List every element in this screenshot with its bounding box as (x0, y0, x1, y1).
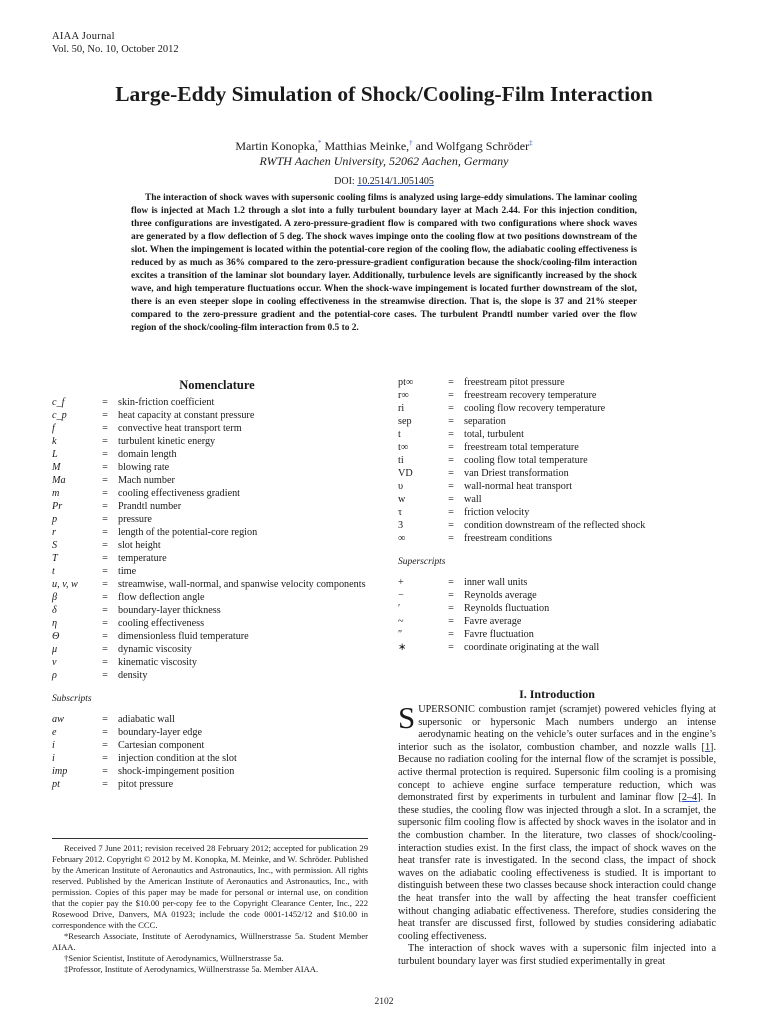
author-list (0, 136, 768, 154)
nomenclature-symbol: f (52, 423, 55, 434)
subscript-row (398, 389, 716, 402)
nomenclature-row (52, 500, 382, 513)
doi-link[interactable]: 10.2514/1.J051405 (357, 176, 434, 187)
nomenclature-symbol: τ (398, 507, 403, 518)
nomenclature-definition: density (118, 670, 148, 681)
nomenclature-definition: Favre fluctuation (464, 629, 534, 640)
nomenclature-symbol: Pr (52, 501, 63, 512)
equals-sign: = (102, 488, 108, 499)
subscripts-heading: Subscripts (52, 694, 92, 704)
equals-sign: = (102, 566, 108, 577)
nomenclature-row (52, 604, 382, 617)
subscript-row (52, 778, 382, 791)
nomenclature-definition: cooling effectiveness gradient (118, 488, 241, 499)
nomenclature-row (52, 565, 382, 578)
nomenclature-definition: freestream recovery temperature (464, 390, 597, 401)
nomenclature-symbol: Ma (52, 475, 66, 486)
equals-sign: = (448, 533, 454, 544)
nomenclature-row (52, 487, 382, 500)
superscript-row (398, 628, 716, 641)
equals-sign: = (448, 377, 454, 388)
subscript-row (52, 739, 382, 752)
nomenclature-symbol: Θ (52, 631, 60, 642)
author-3: and Wolfgang Schröder (412, 139, 530, 153)
subscript-row (398, 428, 716, 441)
author-1-footnote-mark[interactable]: * (318, 139, 322, 147)
nomenclature-definition: Mach number (118, 475, 175, 486)
equals-sign: = (448, 468, 454, 479)
nomenclature-definition: flow deflection angle (118, 592, 205, 603)
nomenclature-row (52, 617, 382, 630)
doi-label: DOI: (334, 176, 358, 187)
nomenclature-row (52, 578, 382, 591)
nomenclature-definition: injection condition at the slot (118, 753, 237, 764)
subscript-list-right (398, 376, 716, 545)
nomenclature-definition: shock-impingement position (118, 766, 235, 777)
nomenclature-definition: Cartesian component (118, 740, 205, 751)
introduction-paragraph-2: The interaction of shock waves with a supersonic film injected into a turbulent boundary layer was first studied experimentally in great (398, 943, 716, 967)
nomenclature-symbol: r∞ (398, 390, 409, 401)
nomenclature-row (52, 396, 382, 409)
nomenclature-symbol-list (52, 396, 382, 682)
nomenclature-symbol: ∗ (398, 642, 407, 653)
equals-sign: = (448, 603, 454, 614)
paper-title: Large-Eddy Simulation of Shock/Cooling-Film Interaction (115, 82, 653, 106)
nomenclature-definition: adiabatic wall (118, 714, 175, 725)
equals-sign: = (448, 507, 454, 518)
nomenclature-definition: Prandtl number (118, 501, 182, 512)
abstract: The interaction of shock waves with supersonic cooling films is analyzed using large-eddy simulations. The laminar cooling flow is injected at Mach 1.2 through a slot into a fully turbulent boundary layer at Mach 2.44. For this injection condition, three configurations are investigated. A zero-pressure-gradient flow is compared with two configurations where shock waves are generated by a flow deflection of 5 deg. The shock waves impinge onto the cooling flow at two positions downstream of the slot. When the impingement is located within the potential-core region of the cooling flow, the adiabatic cooling effectiveness is reduced by as much as 36% compared to the zero-pressure-gradient configuration because the shock/cooling-film interaction excites a transition of the laminar slot boundary layer. Additionally, turbulence levels are significantly increased by the shock wave, and high temperature fluctuations occur. When the shock-wave impingement is located further downstream of the slot, there is an even steeper slope in cooling effectiveness in the streamwise direction. That is, the slope is 37 and 21% steeper compared to the zero-pressure gradient and the potential-core cases. The turbulent Prandtl number varied over the flow region of the shock/cooling-film interaction from 0.5 to 2. (131, 193, 637, 333)
nomenclature-symbol: ~ (398, 616, 404, 627)
equals-sign: = (448, 481, 454, 492)
subscript-row (398, 480, 716, 493)
nomenclature-symbol: ti (398, 455, 404, 466)
superscript-row (398, 615, 716, 628)
citation-link[interactable]: 1 (704, 741, 711, 753)
nomenclature-row (52, 539, 382, 552)
nomenclature-symbol: pt∞ (398, 377, 414, 388)
equals-sign: = (102, 740, 108, 751)
equals-sign: = (102, 423, 108, 434)
equals-sign: = (448, 494, 454, 505)
equals-sign: = (448, 629, 454, 640)
equals-sign: = (448, 577, 454, 588)
nomenclature-symbol: ′ (398, 603, 401, 614)
equals-sign: = (102, 779, 108, 790)
subscript-row (398, 467, 716, 480)
nomenclature-symbol: υ (398, 481, 404, 492)
equals-sign: = (448, 455, 454, 466)
equals-sign: = (448, 403, 454, 414)
nomenclature-symbol: m (52, 488, 60, 499)
equals-sign: = (448, 442, 454, 453)
nomenclature-definition: convective heat transport term (118, 423, 242, 434)
nomenclature-symbol: i (52, 740, 55, 751)
citation-link[interactable]: 2–4 (681, 792, 698, 804)
nomenclature-symbol: t (52, 566, 55, 577)
nomenclature-row (52, 513, 382, 526)
introduction-heading: I. Introduction (519, 687, 595, 701)
author-block (0, 136, 768, 169)
nomenclature-definition: boundary-layer thickness (118, 605, 221, 616)
nomenclature-symbol: u, v, w (52, 579, 78, 590)
nomenclature-symbol: VD (398, 468, 413, 479)
nomenclature-definition: freestream total temperature (464, 442, 579, 453)
nomenclature-symbol: p (52, 514, 58, 525)
nomenclature-definition: Favre average (464, 616, 522, 627)
nomenclature-definition: friction velocity (464, 507, 530, 518)
author-1: Martin Konopka, (235, 139, 319, 153)
nomenclature-definition: streamwise, wall-normal, and spanwise velocity components (118, 579, 366, 590)
nomenclature-symbol: c_f (52, 397, 65, 408)
nomenclature-row (52, 526, 382, 539)
superscripts-heading: Superscripts (398, 557, 446, 567)
nomenclature-definition: freestream pitot pressure (464, 377, 565, 388)
equals-sign: = (102, 462, 108, 473)
nomenclature-symbol: β (52, 592, 58, 603)
nomenclature-symbol: M (52, 462, 61, 473)
nomenclature-definition: coordinate originating at the wall (464, 642, 600, 653)
nomenclature-symbol: c_p (52, 410, 67, 421)
equals-sign: = (102, 579, 108, 590)
nomenclature-symbol: + (398, 577, 404, 588)
nomenclature-symbol: η (52, 618, 58, 629)
equals-sign: = (448, 616, 454, 627)
subscript-row (398, 402, 716, 415)
subscript-row (398, 506, 716, 519)
nomenclature-definition: turbulent kinetic energy (118, 436, 216, 447)
nomenclature-definition: pitot pressure (118, 779, 174, 790)
drop-cap: S (398, 700, 416, 735)
nomenclature-definition: temperature (118, 553, 167, 564)
equals-sign: = (102, 436, 108, 447)
nomenclature-row (52, 643, 382, 656)
intro-text: UPERSONIC combustion ramjet (scramjet) powered vehicles flying at supersonic or hypersonic Mach numbers undergo an intense aerodynamic heating on the vehicle’s outer surfaces and in the engine’s interior such as the isolator, combustion chamber, and nozzle walls [ (398, 704, 716, 753)
nomenclature-row (52, 435, 382, 448)
nomenclature-symbol: ″ (398, 629, 403, 640)
nomenclature-definition: freestream conditions (464, 533, 552, 544)
subscript-row (398, 519, 716, 532)
nomenclature-symbol: sep (398, 416, 412, 427)
nomenclature-definition: domain length (118, 449, 177, 460)
subscript-list-left (52, 713, 382, 791)
nomenclature-heading: Nomenclature (179, 378, 255, 392)
equals-sign: = (102, 475, 108, 486)
nomenclature-definition: Reynolds average (464, 590, 537, 601)
page-number: 2102 (374, 997, 394, 1007)
author-3-footnote-mark[interactable]: ‡ (529, 139, 533, 147)
equals-sign: = (102, 670, 108, 681)
equals-sign: = (102, 540, 108, 551)
subscript-row (52, 752, 382, 765)
nomenclature-definition: total, turbulent (464, 429, 524, 440)
affiliation: RWTH Aachen University, 52062 Aachen, Germany (259, 154, 509, 168)
equals-sign: = (102, 527, 108, 538)
nomenclature-definition: kinematic viscosity (118, 657, 197, 668)
nomenclature-symbol: T (52, 553, 58, 564)
nomenclature-symbol: ρ (52, 670, 57, 681)
introduction-body (398, 700, 716, 968)
subscript-row (398, 493, 716, 506)
nomenclature-symbol: δ (52, 605, 57, 616)
doi-line (0, 176, 768, 187)
nomenclature-definition: condition downstream of the reflected shock (464, 520, 646, 531)
nomenclature-symbol: i (52, 753, 55, 764)
subscript-row (52, 726, 382, 739)
equals-sign: = (102, 714, 108, 725)
equals-sign: = (448, 642, 454, 653)
equals-sign: = (102, 618, 108, 629)
nomenclature-definition: Reynolds fluctuation (464, 603, 550, 614)
author-2: Matthias Meinke, (321, 139, 410, 153)
equals-sign: = (102, 766, 108, 777)
nomenclature-definition: pressure (118, 514, 152, 525)
equals-sign: = (102, 644, 108, 655)
received-footnote: Received 7 June 2011; revision received 28 February 2012; accepted for publication 29 February 2012. Copyright © 2012 by M. Konopka, M. Meinke, and W. Schröder. Published by the American Institute of Aeronautics and Astronautics, Inc., with permission. All rights reserved. Published by the American Institute of Aeronautics and Astronautics, Inc., with permission. Copies of this paper may be made for personal or internal use, on condition that the copier pay the $10.00 per-copy fee to the Copyright Clearance Center, Inc., 222 Rosewood Drive, Danvers, MA 01923; include the code 0001-1452/12 and $10.00 in correspondence with the CCC. (52, 843, 368, 930)
nomenclature-definition: skin-friction coefficient (118, 397, 215, 408)
equals-sign: = (102, 501, 108, 512)
superscript-row (398, 602, 716, 615)
nomenclature-symbol: aw (52, 714, 64, 725)
nomenclature-symbol: r (52, 527, 56, 538)
nomenclature-left-column (52, 378, 382, 791)
superscript-row (398, 589, 716, 602)
subscript-row (398, 454, 716, 467)
journal-issue: Vol. 50, No. 10, October 2012 (52, 44, 179, 55)
nomenclature-definition: cooling effectiveness (118, 618, 205, 629)
nomenclature-row (52, 448, 382, 461)
nomenclature-row (52, 630, 382, 643)
nomenclature-symbol: imp (52, 766, 68, 777)
equals-sign: = (102, 410, 108, 421)
nomenclature-symbol: ∞ (398, 533, 406, 544)
equals-sign: = (448, 520, 454, 531)
author-2-footnote-mark[interactable]: † (409, 139, 413, 147)
equals-sign: = (102, 553, 108, 564)
superscript-row (398, 576, 716, 589)
nomenclature-definition: blowing rate (118, 462, 170, 473)
nomenclature-definition: boundary-layer edge (118, 727, 203, 738)
nomenclature-row (52, 461, 382, 474)
journal-header (52, 30, 179, 56)
equals-sign: = (102, 727, 108, 738)
nomenclature-row (52, 552, 382, 565)
superscript-list (398, 576, 716, 654)
nomenclature-definition: slot height (118, 540, 161, 551)
footnotes (52, 838, 368, 975)
nomenclature-definition: wall (464, 494, 482, 505)
nomenclature-symbol: k (52, 436, 57, 447)
equals-sign: = (102, 514, 108, 525)
nomenclature-definition: length of the potential-core region (118, 527, 258, 538)
subscript-row (398, 532, 716, 545)
author-footnote-2: †Senior Scientist, Institute of Aerodynamics, Wüllnerstrasse 5a. (64, 953, 284, 963)
nomenclature-symbol: μ (52, 644, 58, 655)
nomenclature-symbol: L (52, 449, 58, 460)
nomenclature-symbol: 3 (398, 520, 404, 531)
nomenclature-definition: inner wall units (464, 577, 528, 588)
subscript-row (398, 441, 716, 454)
nomenclature-row (52, 422, 382, 435)
equals-sign: = (102, 605, 108, 616)
intro-text: ]. Because no radiation cooling for the internal flow of the scramjet is possible, active thermal protection is required. Supersonic film cooling is a promising concept to achieve engine surface temperature reduction, which was demonstrated first by experiments in turbulent and laminar flow [ (398, 741, 716, 804)
author-footnote-1: *Research Associate, Institute of Aerodynamics, Wüllnerstrasse 5a. Student Member AIAA. (52, 931, 368, 952)
equals-sign: = (448, 416, 454, 427)
nomenclature-symbol: pt (52, 779, 60, 790)
nomenclature-symbol: ri (398, 403, 405, 414)
equals-sign: = (102, 753, 108, 764)
nomenclature-row (52, 474, 382, 487)
subscript-row (52, 713, 382, 726)
intro-text: ]. In these studies, the cooling flow was injected through a slot. In a scramjet, the supersonic film cooling flow is affected by shock waves in the isolator and in the combustion chamber. In the literature, two classes of shock/cooling-interaction studies exist. In the first class, the impact of shock waves on the heat transfer rate is investigated. In the second class, the impact of shock waves on the adiabatic cooling effectiveness is studied. It is important to distinguish between these two classes because shock interaction could change the heat transfer into the wall by affecting the heat transfer coefficient without changing adiabatic effectiveness. Therefore, studies considering the heat transfer are discussed first, followed by studies considering adiabatic cooling effectiveness. (398, 792, 716, 942)
nomenclature-symbol: t (398, 429, 401, 440)
nomenclature-definition: dynamic viscosity (118, 644, 192, 655)
nomenclature-definition: separation (464, 416, 506, 427)
nomenclature-symbol: S (52, 540, 58, 551)
equals-sign: = (102, 631, 108, 642)
equals-sign: = (448, 590, 454, 601)
equals-sign: = (448, 429, 454, 440)
equals-sign: = (448, 390, 454, 401)
superscript-row (398, 641, 716, 654)
nomenclature-definition: cooling flow total temperature (464, 455, 588, 466)
nomenclature-row (52, 591, 382, 604)
introduction-paragraph-1 (398, 700, 716, 943)
author-footnote-3: ‡Professor, Institute of Aerodynamics, Wüllnerstrasse 5a. Member AIAA. (64, 964, 319, 974)
nomenclature-definition: time (118, 566, 137, 577)
nomenclature-definition: van Driest transformation (464, 468, 569, 479)
equals-sign: = (102, 657, 108, 668)
equals-sign: = (102, 592, 108, 603)
nomenclature-symbol: w (398, 494, 406, 505)
nomenclature-symbol: t∞ (398, 442, 409, 453)
nomenclature-symbol: e (52, 727, 57, 738)
subscript-row (52, 765, 382, 778)
nomenclature-symbol: ν (52, 657, 57, 668)
nomenclature-symbol: − (398, 590, 404, 601)
subscript-row (398, 415, 716, 428)
nomenclature-definition: dimensionless fluid temperature (118, 631, 249, 642)
nomenclature-right-column (398, 376, 716, 654)
journal-name: AIAA Journal (52, 31, 115, 42)
equals-sign: = (102, 449, 108, 460)
nomenclature-row (52, 409, 382, 422)
nomenclature-row (52, 669, 382, 682)
nomenclature-row (52, 656, 382, 669)
nomenclature-definition: heat capacity at constant pressure (118, 410, 255, 421)
subscript-row (398, 376, 716, 389)
nomenclature-definition: cooling flow recovery temperature (464, 403, 606, 414)
nomenclature-definition: wall-normal heat transport (464, 481, 573, 492)
equals-sign: = (102, 397, 108, 408)
